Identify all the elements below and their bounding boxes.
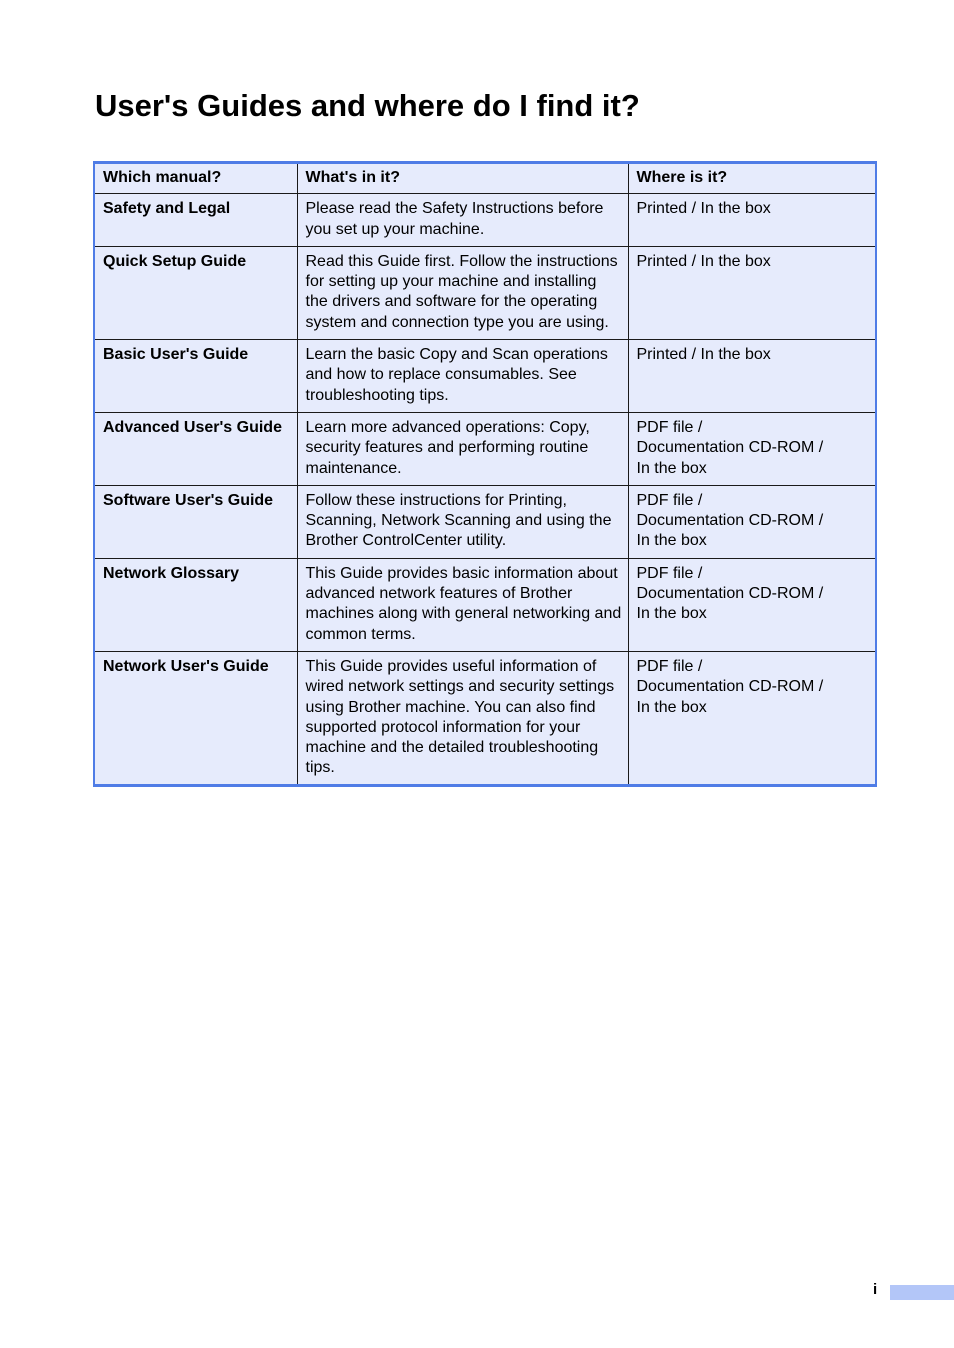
location-line: Printed / In the box bbox=[636, 252, 771, 270]
manual-location-cell bbox=[628, 485, 875, 558]
manual-name-cell: Basic User's Guide bbox=[95, 340, 297, 413]
table-row bbox=[95, 558, 875, 651]
location-line: Documentation CD-ROM / bbox=[636, 439, 824, 457]
manual-location-cell bbox=[628, 246, 875, 339]
manual-location-cell bbox=[628, 340, 875, 413]
column-header-location: Where is it? bbox=[628, 164, 875, 194]
location-line: PDF file / bbox=[636, 564, 703, 582]
guides-table-frame bbox=[93, 161, 877, 787]
manual-location-cell bbox=[628, 412, 875, 485]
manual-name-cell: Network Glossary bbox=[95, 558, 297, 651]
manual-location-cell bbox=[628, 194, 875, 247]
page-number: i bbox=[873, 1281, 878, 1298]
location-line: Documentation CD-ROM / bbox=[636, 678, 824, 696]
manual-contents-cell: Follow these instructions for Printing, Scanning, Network Scanning and using the Brother ControlCenter utility. bbox=[297, 485, 628, 558]
location-line: PDF file / bbox=[636, 418, 703, 436]
location-line: In the box bbox=[636, 605, 707, 623]
manual-name-cell: Safety and Legal bbox=[95, 194, 297, 247]
location-line: PDF file / bbox=[636, 491, 703, 509]
table-row bbox=[95, 246, 875, 339]
column-header-manual: Which manual? bbox=[95, 164, 297, 194]
table-row bbox=[95, 412, 875, 485]
manual-contents-cell: Learn the basic Copy and Scan operations and how to replace consumables. See troubleshooting tips. bbox=[297, 340, 628, 413]
location-line: Printed / In the box bbox=[636, 200, 771, 218]
manual-contents-cell: Learn more advanced operations: Copy, security features and performing routine maintenance. bbox=[297, 412, 628, 485]
manual-name-cell: Network User's Guide bbox=[95, 651, 297, 783]
page-title: User's Guides and where do I find it? bbox=[95, 88, 640, 123]
location-line: In the box bbox=[636, 532, 707, 550]
location-line: Documentation CD-ROM / bbox=[636, 585, 824, 603]
location-line: PDF file / bbox=[636, 657, 703, 675]
column-header-contents: What's in it? bbox=[297, 164, 628, 194]
manual-contents-cell: Please read the Safety Instructions before you set up your machine. bbox=[297, 194, 628, 247]
page-tab-marker bbox=[890, 1285, 954, 1300]
location-line: In the box bbox=[636, 459, 707, 477]
location-line: Documentation CD-ROM / bbox=[636, 512, 824, 530]
location-line: Printed / In the box bbox=[636, 346, 771, 364]
table-header-row bbox=[95, 164, 875, 194]
location-line: In the box bbox=[636, 698, 707, 716]
table-row bbox=[95, 485, 875, 558]
manual-name-cell: Software User's Guide bbox=[95, 485, 297, 558]
manual-location-cell bbox=[628, 651, 875, 783]
table-row bbox=[95, 194, 875, 247]
manual-contents-cell: This Guide provides useful information of wired network settings and security settings using Brother machine. You can also find supported protocol information for your machine and the detailed troubleshooting tips. bbox=[297, 651, 628, 783]
manual-location-cell bbox=[628, 558, 875, 651]
manual-contents-cell: Read this Guide first. Follow the instructions for setting up your machine and installing the drivers and software for the operating system and connection type you are using. bbox=[297, 246, 628, 339]
guides-table bbox=[95, 164, 875, 784]
manual-name-cell: Advanced User's Guide bbox=[95, 412, 297, 485]
manual-contents-cell: This Guide provides basic information about advanced network features of Brother machines along with general networking and common terms. bbox=[297, 558, 628, 651]
manual-name-cell: Quick Setup Guide bbox=[95, 246, 297, 339]
table-row bbox=[95, 340, 875, 413]
table-row bbox=[95, 651, 875, 783]
